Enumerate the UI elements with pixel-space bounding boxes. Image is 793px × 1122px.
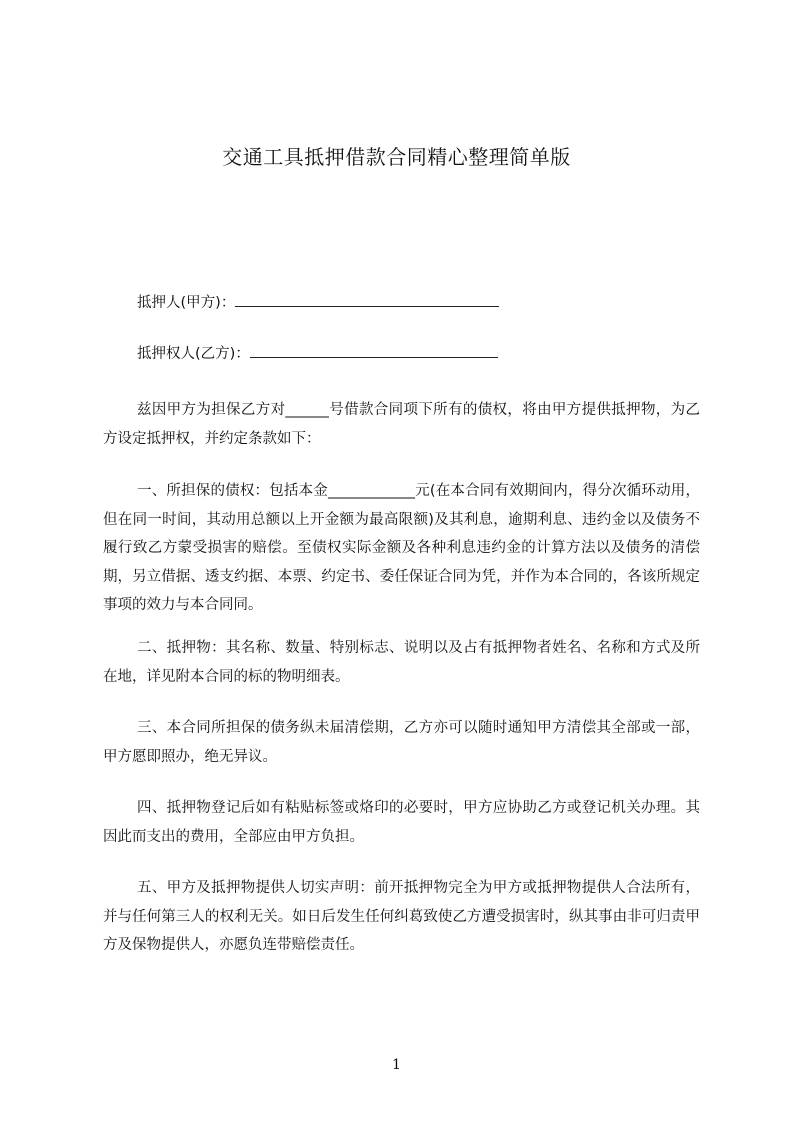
mortgagee-line: [137, 343, 498, 364]
clause-4-registration: 四、抵押物登记后如有粘贴标签或烙印的必要时，甲方应协助乙方或登记机关办理。其因此而支出的费用，全部应由甲方负担。: [103, 800, 700, 845]
page-number: 1: [392, 1057, 401, 1073]
mortgagee-blank: [250, 343, 498, 358]
mortgagor-label: 抵押人(甲方)：: [137, 295, 236, 311]
clause-1-secured-debt: 一、所担保的债权：包括本金____________元(在本合同有效期间内，得分次循环动用，但在同一时间，其动用总额以上开金额为最高限额)及其利息，逾期利息、违约金以及债务不履行致乙方蒙受损害的赔偿。至债权实际金额及各种利息违约金的计算方法以及债务的清偿期，另立借据、透支约据、本票、约定书、委任保证合同为凭，并作为本合同的，各该所规定事项的效力与本合同同。: [103, 483, 700, 613]
clause-2-collateral: 二、抵押物：其名称、数量、特别标志、说明以及占有抵押物者姓名、名称和方式及所在地，详见附本合同的标的物明细表。: [103, 640, 700, 685]
mortgagee-label: 抵押权人(乙方)：: [137, 346, 250, 362]
intro-paragraph: 兹因甲方为担保乙方对______号借款合同项下所有的债权，将由甲方提供抵押物，为乙方设定抵押权，并约定条款如下：: [103, 402, 700, 447]
clause-5-declaration: 五、甲方及抵押物提供人切实声明：前开抵押物完全为甲方或抵押物提供人合法所有，并与任何第三人的权利无关。如日后发生任何纠葛致使乙方遭受损害时，纵其事由非可归责甲方及保物提供人，亦愿负连带赔偿责任。: [103, 880, 700, 953]
document-title: 交通工具抵押借款合同精心整理简单版: [222, 145, 571, 169]
mortgagor-blank: [235, 292, 499, 307]
clause-3-early-repayment: 三、本合同所担保的债务纵未届清偿期，乙方亦可以随时通知甲方清偿其全部或一部，甲方愿即照办，绝无异议。: [103, 720, 700, 765]
mortgagor-line: [137, 292, 499, 313]
